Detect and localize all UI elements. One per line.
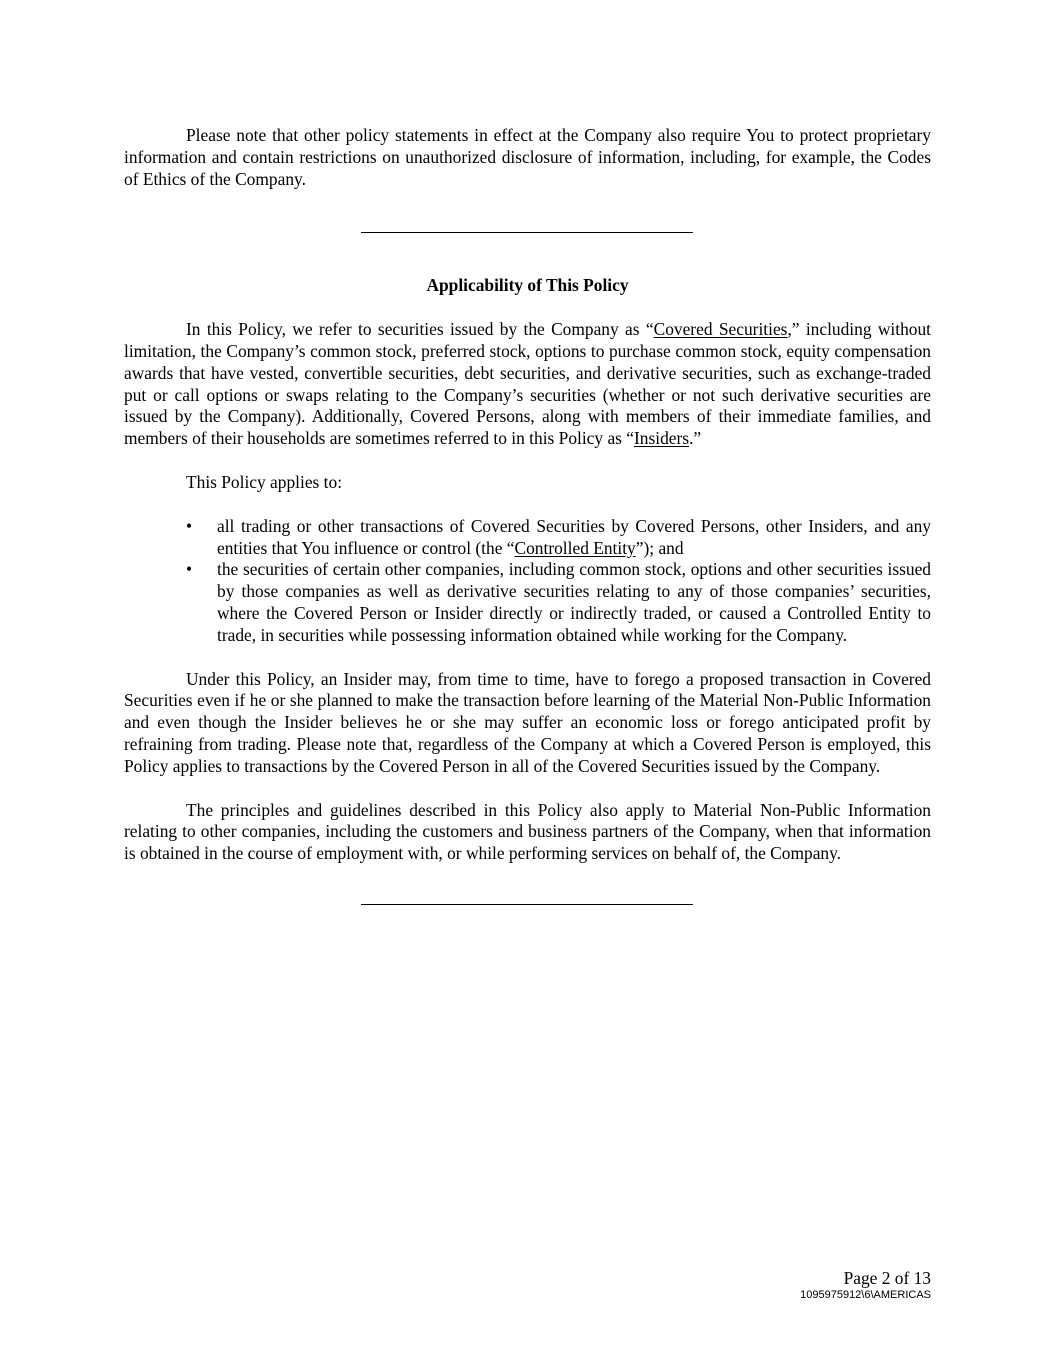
definitions-text-start: In this Policy, we refer to securities issued by the Company as “	[186, 319, 654, 340]
section-heading: Applicability of This Policy	[426, 275, 629, 296]
other-companies-paragraph: The principles and guidelines described in this Policy also apply to Material Non-Public Information relating to other companies, including the customers and business partners of the Company, when that information is obtained in the course of employment with, or while performing services on behalf of, the Company.	[124, 799, 931, 864]
bullet-icon: •	[186, 559, 193, 580]
bullet-icon: •	[186, 515, 193, 536]
definitions-paragraph	[124, 319, 931, 450]
defined-term-controlled-entity: Controlled Entity	[514, 537, 636, 558]
list-item	[124, 559, 931, 646]
applies-to-intro: This Policy applies to:	[186, 471, 343, 492]
definitions-text-end: .”	[689, 428, 702, 449]
section-divider	[361, 232, 693, 233]
list-item-text-end: ”); and	[635, 537, 684, 558]
applicability-list	[124, 516, 931, 647]
page-number: Page 2 of 13	[843, 1268, 931, 1288]
defined-term-insiders: Insiders	[634, 428, 690, 449]
page-body	[124, 125, 931, 905]
definitions-text-middle: ,” including without limitation, the Company’s common stock, preferred stock, options to purchase common stock, equity compensation awards that have vested, convertible securities, debt securities, and derivative securities, such as exchange-traded put or call options or swaps relating to the Company’s securities (whether or not such derivative securities are issued by the Company). Additionally, Covered Persons, along with members of their immediate families, and members of their households are sometimes referred to in this Policy as “	[124, 319, 932, 449]
forego-transaction-paragraph: Under this Policy, an Insider may, from time to time, have to forego a proposed transaction in Covered Securities even if he or she planned to make the transaction before learning of the Material Non-Public Information and even though the Insider believes he or she may suffer an economic loss or forego anticipated profit by refraining from trading. Please note that, regardless of the Company at which a Covered Person is employed, this Policy applies to transactions by the Covered Person in all of the Covered Securities issued by the Company.	[124, 668, 931, 776]
list-item-text: the securities of certain other companies, including common stock, options and other securities issued by those companies as well as derivative securities relating to any of those companies’ securities, where the Covered Person or Insider directly or indirectly traded, or caused a Controlled Entity to trade, in securities while possessing information obtained while working for the Company.	[217, 559, 931, 645]
section-divider	[361, 904, 693, 905]
list-item-text-start: all trading or other transactions of Covered Securities by Covered Persons, other Insiders, and any entities that You influence or control (the “	[217, 515, 931, 558]
list-item	[124, 516, 931, 560]
document-id: 1095975912\6\AMERICAS	[800, 1289, 931, 1301]
page-footer	[800, 1268, 931, 1302]
protection-note-paragraph: Please note that other policy statements in effect at the Company also require You to protect proprietary information and contain restrictions on unauthorized disclosure of information, including, for example, the Codes of Ethics of the Company.	[124, 125, 931, 189]
defined-term-covered-securities: Covered Securities	[653, 319, 788, 340]
